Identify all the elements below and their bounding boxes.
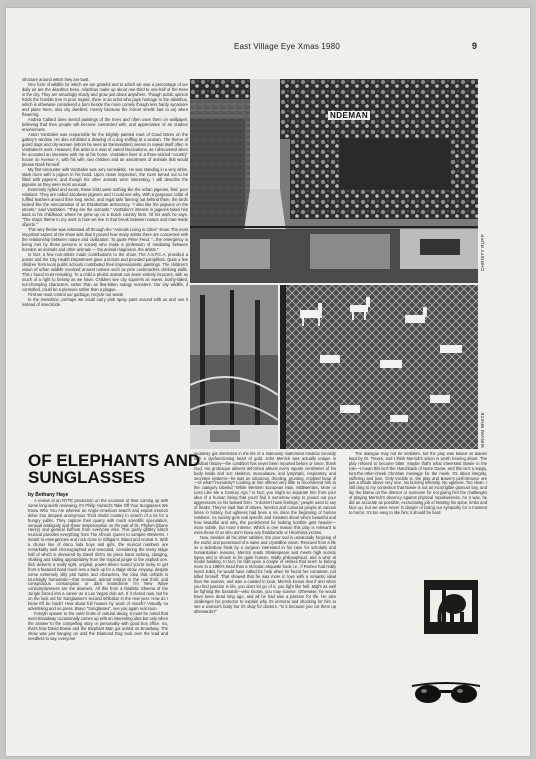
col-paragraph: My first encounter with VonDalen was very surrealistic. He was standing in a very white, stark room with a pigeon in his hand. Upon closer inspection, the room turned out to be filled with pigeons, and though his other animals were interesting, I will describe the pigeons as they were most unusual.	[22, 167, 188, 188]
photo-credit-top: CHRISTY RUPP	[480, 234, 485, 272]
article-column-3	[349, 452, 487, 568]
page-header	[6, 42, 530, 54]
article-column-1	[28, 499, 168, 749]
col-paragraph: structure around which they are built.	[22, 78, 90, 82]
storefront-sign: NDEMAN	[330, 111, 369, 120]
col-paragraph: Anton VonDalen was responsible for the brightly painted rows of Good Dares on the gallery's window. He also exhibited a drawing of a dog sniffing at a woman. The theme of guard dogs and city women (whom he sees as transvestites) seems to repeat itself often in VonDalen's work. However, this artist is a man of varied fascinations, as I discovered when he accepted an interview with me at his home. VonDalen lives in a three-storied "country" house on Avenue A, with his wife, two children and an assortment of animals that would please Noah himself.	[22, 132, 188, 167]
article-paragraph: Forsyth uptown to the outer limits of cultural decay, it must be noted that even Broadway occasionally comes up with an interesting idea but only when the answer to the compelling story or personality with good box office. So, that's how David Bowie and the Elephant Man got united on Broadway. The show was just hanging on until the Diamond Dog took over the lead and needless to say, everyone	[28, 611, 168, 641]
col-paragraph: First we must control our garbage, recycle our waste.	[28, 291, 125, 297]
photo-fence-animals	[280, 285, 478, 449]
publication-title: East Village Eye Xmas 1980	[234, 42, 341, 51]
article-paragraph: A review of an NYTE production on the occasion of their coming up with some long-worth reviewing. It's Philip Hazard's Take Off Your Sunglasses We Know Who You Are wherein an Anglo-American search and exploit mission delve into deepest anonymous Third World country in search of a kit for a hungry public. They capture their quarry with much scientific speculation, sensual ambiguity and sheer misperception on the part of Dr. Phylum (Diane Henry) and general buffoon from everyone else. This goofy glittery kitsch musical parodies everything from The African Queen to vampire Westerns. I meant to emergencies and rock close to Gilligan's Island and Animal X. With a chorus line of disco hula boys and girls, the musical numbers are remarkably well choreographed and executed, considering the teeny stage half of which is devoured by David Ilich's six piece band rocking, clanging, shaking and sliding appropriately from the tropical jungle to the asphalt one. Ilich delivers a really tight, original, power-driven sound you're lucky to get from a featured band much less a back up for a stage show. Anyway, despite some extremely silly plot twists and characters, the idea that unfolds is touchingly humanistic—that sensual, animal instinct is the real thrill, and conspicuous consumption or darn knowchime I'm New Wave consumptiveness are the downers. All this from a fatalistic Sheena of the Jungle forced into a career as a Las Vegas club act. If it closed now, but be on the look out for Sunglasses's second inhibition in the new year. How do I know it'll be back? How about full houses by word of mouth? Virtually no advertising and no press. Bravo "Sunglasses", see you again real soon.	[28, 499, 168, 611]
col-paragraph: Andrea Callard does stencil paintings of the trees and often uses them on wallpaper, believing that then people will become connected with, and appreciative of an outdoor environment.	[22, 117, 188, 133]
page-number: 9	[472, 41, 478, 51]
article-byline: by Bethany Haye	[28, 492, 69, 498]
photo-chained-tree	[190, 285, 278, 449]
chained-tree-image	[190, 285, 278, 449]
col-paragraph: Extremely hybrid and exotic, these birds were nothing like the urban pigeons, their poor relations. They are called Jacobean pigeons and I could see why. With a gorgeous collar of ruffled feathers around their long necks, and regal tails fanning out behind them, the birds looked like the reincarnation of an Elizabethan aristocracy. "I also like the pigeons on the streets," said VonDalen. "They are the outcasts." VonDalen's interest in pigeons takes him back to his childhood, where he grew up on a Dutch country farm. Of his work he says, "The major theme in my work is how we live in that break between nature and man-made objects."	[22, 187, 188, 227]
top-left-column	[22, 78, 188, 451]
article-column-2	[194, 452, 336, 749]
photo-credit-bottom: MIRIAM WHITE	[480, 412, 485, 448]
photo-street-scene	[190, 79, 478, 283]
article-paragraph: Now, besides all his other oddities, the poor sod is unnaturally forgiving of the world, and possessed of a naive and crystalline vision. Rescued from a life as a sideshow freak by a surgeon interested in his case for scholarly and humanitarian reasons, Merrick reads Shakespeare and meets high society types and is shown to be quite human, mildly philosophical, and a whiz at model building. In fact, he falls upon a couple of verities that seem to belong more to a 1980's head than a Victorian etiquette book i.e., if Romeo had really loved Juliet, he would have called for help when he found her comatose, not killed himself. That showed that he was more in love with a romantic ideal than the woman, and was a coward to boot. Merrick knows that if and when you find passion in life, you don't let go of it, you fight like hell. Might as well be fighting the bastards—who knows, you may survive. Otherwise, he would have been dead long ago, and all he had was a passion for life. He also challenges his protector to explain why it's immoral and shocking for him to see a woman's body but it's okay for doctors. "Is it because you cut them up afterwards?"	[194, 534, 336, 614]
elephant-illustration	[424, 580, 478, 634]
street-scene-image	[190, 79, 478, 283]
article-headline: OF ELEPHANTS AND SUNGLASSES	[28, 451, 201, 487]
article-paragraph: The dialogue may not be verbatim, but the play was based on diaries kept by Dr. Treves, and I think Merrick's vision is worth hearing about. The play refused to become bitter. Maybe that's what interested Bowie in the role—I mean this isn't the Hunchback of Notre Dame, and this isn't a soppy, turn-the-other-cheek Christian message for the meek. It's about integrity, suffering and love. Only trouble is, the play and Bowie's performance are just a shade above very nice. No burning intensity. No ugliness. Too clean. I still cling to my contention that Bowie is not an incorrigible glamour boy, and lay the blame on the director or someone for not giving him the challenges of playing Merrick's decency against physical repulsiveness. As it was, he did an accurate as possible, excruciating job of twisting his spine, limbs and face up, but we were never in danger of losing our sympathy for a moment to horror. It's too easy to like him; it should be hard.	[349, 452, 487, 515]
article-paragraph: suddenly got interested in the life of a hideously malformed medical curiosity with a dysfunctioning heart of gold. John Merrick was actually unique in medical history—the condition has never been reported before or since, thank God. His grotesque ailment deformed almost every square centimeter of his body inside and out: skeleton, musculature, and lymphatic, respiratory, and secretive systems—he was an odourous, drooling, grunting, crippled heap of—of what? Humanity? Looking at him offered very little to recommend him to the category labeled "White Western European Man, Midtwenties, More or Less Like Me a Century Ago." In fact, you might so separate him from your idea of a human being that you'd find it somehow easy to pound out your aggressions on his twisted form. "It doesn't have feelings," people used to say of freaks. They've said that of slaves, heretics and coloured people at various times in history, but ugliness had been a sin since the beginning of human relations. As society gets real specific and insistent about who's beautiful and how beautiful and why, the punishment for looking horrible gets heavier—more subtle, but more intense. Which is one reason this play is relevant to even those of us who don't know any thalidomide or Hiroshima victims.	[194, 452, 336, 535]
col-paragraph: In the meantime, perhaps we could carry pink spray paint around with us and use it instead of insecticide.	[22, 297, 188, 308]
newspaper-page	[6, 8, 530, 756]
col-paragraph: This very theme was reiterated all through the "Animals Living in Cities" show. The most important aspect of the show was that it proved how many artists there are concerned with the relationship between nature and civilization. To quote Peter Fend: "...the emergency is being met by those persons in society who make a profession of mediating between humans as animals and other animals — the animal magicians, the artists."	[22, 227, 188, 252]
fence-animals-image	[280, 285, 478, 449]
sunglasses-illustration	[410, 680, 482, 706]
col-paragraph: In fact, a few non-artists made contributions to the show. The A.S.P.C.A. provided a poster and the City Health Department gave a lecture and provided pamphlets. Quite a few children from local public schools contributed their impressionistic paintings. The children's vision of urban wildlife revolved around notions such as pine cockroaches climbing walls. This I found most revealing. To a child a phobic animal can seem entirely innocent, with as much of a right to belong as we have. Children see city squirrels as sweet, bushy-tailed, nut-chomping characters, rather than as flea-bitten mangy monsters. Our city wildlife, if controlled, could be a pleasure rather than a plague.	[22, 252, 188, 292]
col-paragraph: One form of wildlife for which we are grateful and to which we owe a percentage of our daily air are the ailanthus trees. Ailanthus make up about one-third to one-half of the trees in the city. They are amazingly sturdy and grow just about anywhere. Though public opinion holds the humble tree in poor regard, there is an artist who pays homage to the ailanthus, which is otherwise considered a bum beside the more comely though less hardy sycamore and plane trees, also city dwellers; merely because the former smells bad to us) when flowering.	[22, 82, 188, 117]
